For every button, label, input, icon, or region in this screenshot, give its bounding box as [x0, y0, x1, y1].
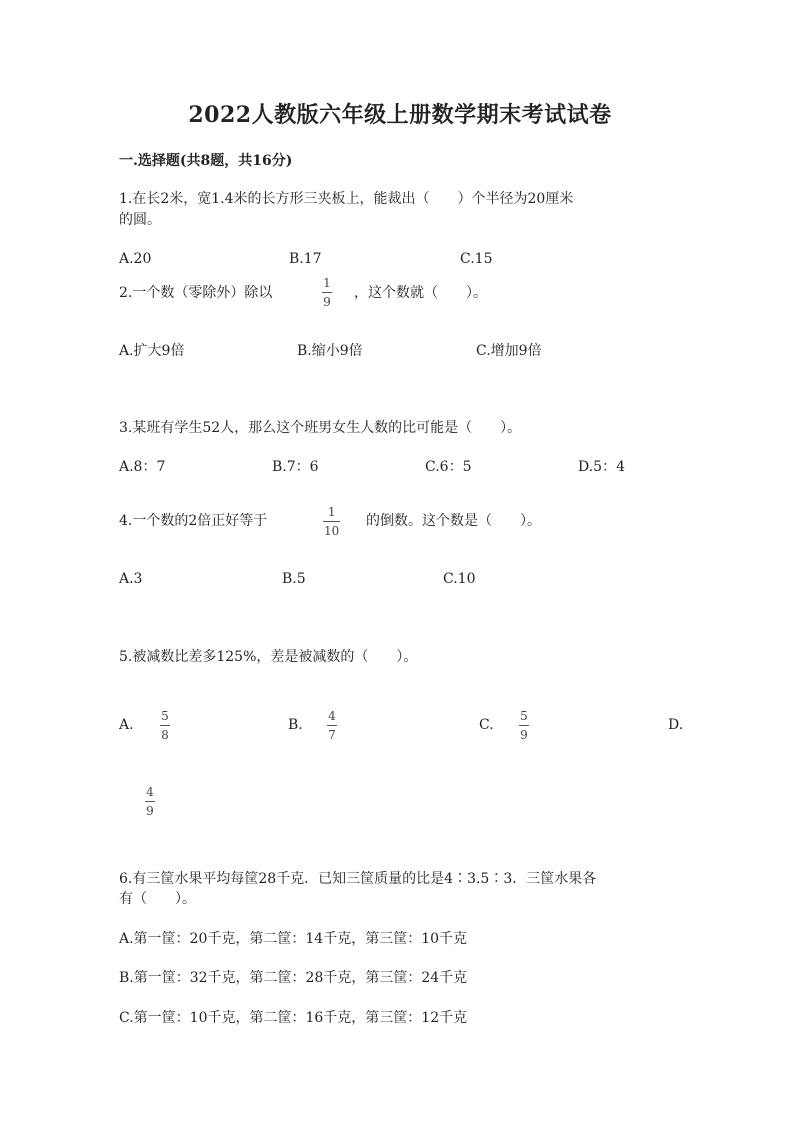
question-3-option-d: D.5：4 — [578, 459, 625, 475]
question-5-option-a-label: A. — [119, 717, 134, 733]
question-6-line-1: 6.有三筐水果平均每筐28千克．已知三筐质量的比是4∶3.5∶3．三筐水果各 — [119, 871, 597, 887]
question-5-option-d-label: D. — [668, 717, 684, 733]
fraction-numerator: 5 — [520, 709, 528, 723]
question-4-text-after: 的倒数。这个数是（ ）。 — [366, 513, 541, 529]
question-1-option-a: A.20 — [119, 251, 152, 267]
question-6-option-b: B.第一筐：32千克，第二筐：28千克，第三筐：24千克 — [119, 970, 468, 986]
question-2-option-c: C.增加9倍 — [476, 343, 542, 359]
fraction-denominator: 9 — [323, 295, 331, 309]
fraction-bar — [327, 725, 337, 726]
question-3-option-b: B.7：6 — [272, 459, 319, 475]
fraction-numerator: 5 — [161, 709, 169, 723]
question-6-option-a: A.第一筐：20千克，第二筐：14千克，第三筐：10千克 — [119, 931, 468, 947]
fraction-numerator: 4 — [146, 785, 154, 799]
question-4-option-a: A.3 — [119, 571, 143, 587]
question-3-option-c: C.6：5 — [425, 459, 472, 475]
question-4-option-c: C.10 — [443, 571, 476, 587]
question-4-text-before: 4.一个数的2倍正好等于 — [119, 513, 268, 529]
question-1-option-c: C.15 — [460, 251, 493, 267]
question-2-option-a: A.扩大9倍 — [119, 343, 185, 359]
question-5-option-c-fraction — [519, 709, 529, 742]
question-5-option-b-fraction — [327, 709, 337, 742]
fraction-bar — [322, 292, 332, 293]
question-4-option-b: B.5 — [282, 571, 306, 587]
fraction-bar — [160, 725, 170, 726]
question-2-option-b: B.缩小9倍 — [297, 343, 363, 359]
question-5-option-a-fraction — [160, 709, 170, 742]
fraction-bar — [323, 521, 340, 522]
fraction-denominator: 10 — [324, 524, 340, 538]
fraction-denominator: 9 — [520, 728, 528, 742]
question-6-line-2: 有（ ）。 — [119, 891, 196, 907]
question-5-option-b-label: B. — [288, 717, 303, 733]
question-2-text-before: 2.一个数（零除外）除以 — [119, 285, 273, 301]
question-3-option-a: A.8：7 — [119, 459, 166, 475]
question-2-fraction — [322, 276, 332, 309]
question-1-option-b: B.17 — [289, 251, 322, 267]
question-1-line-1: 1.在长2米，宽1.4米的长方形三夹板上，能裁出（ ）个半径为20厘米 — [119, 191, 574, 207]
question-4-fraction — [323, 505, 340, 538]
section-heading: 一.选择题(共8题，共16分) — [119, 153, 293, 169]
question-1-line-2: 的圆。 — [119, 212, 161, 228]
question-5-text: 5.被减数比差多125%，差是被减数的（ ）。 — [119, 649, 418, 665]
fraction-denominator: 9 — [146, 804, 154, 818]
fraction-numerator: 1 — [323, 276, 331, 290]
question-6-option-c: C.第一筐：10千克，第二筐：16千克，第三筐：12千克 — [119, 1010, 468, 1026]
fraction-numerator: 4 — [328, 709, 336, 723]
fraction-numerator: 1 — [327, 505, 336, 519]
fraction-bar — [519, 725, 529, 726]
question-2-text-after: ，这个数就（ ）。 — [354, 285, 487, 301]
question-5-option-d-fraction — [145, 785, 155, 818]
question-5-option-c-label: C. — [479, 717, 494, 733]
fraction-bar — [145, 801, 155, 802]
fraction-denominator: 7 — [328, 728, 336, 742]
question-3-text: 3.某班有学生52人，那么这个班男女生人数的比可能是（ ）。 — [119, 420, 522, 436]
fraction-denominator: 8 — [161, 728, 169, 742]
page-title: 2022人教版六年级上册数学期末考试试卷 — [188, 102, 612, 128]
